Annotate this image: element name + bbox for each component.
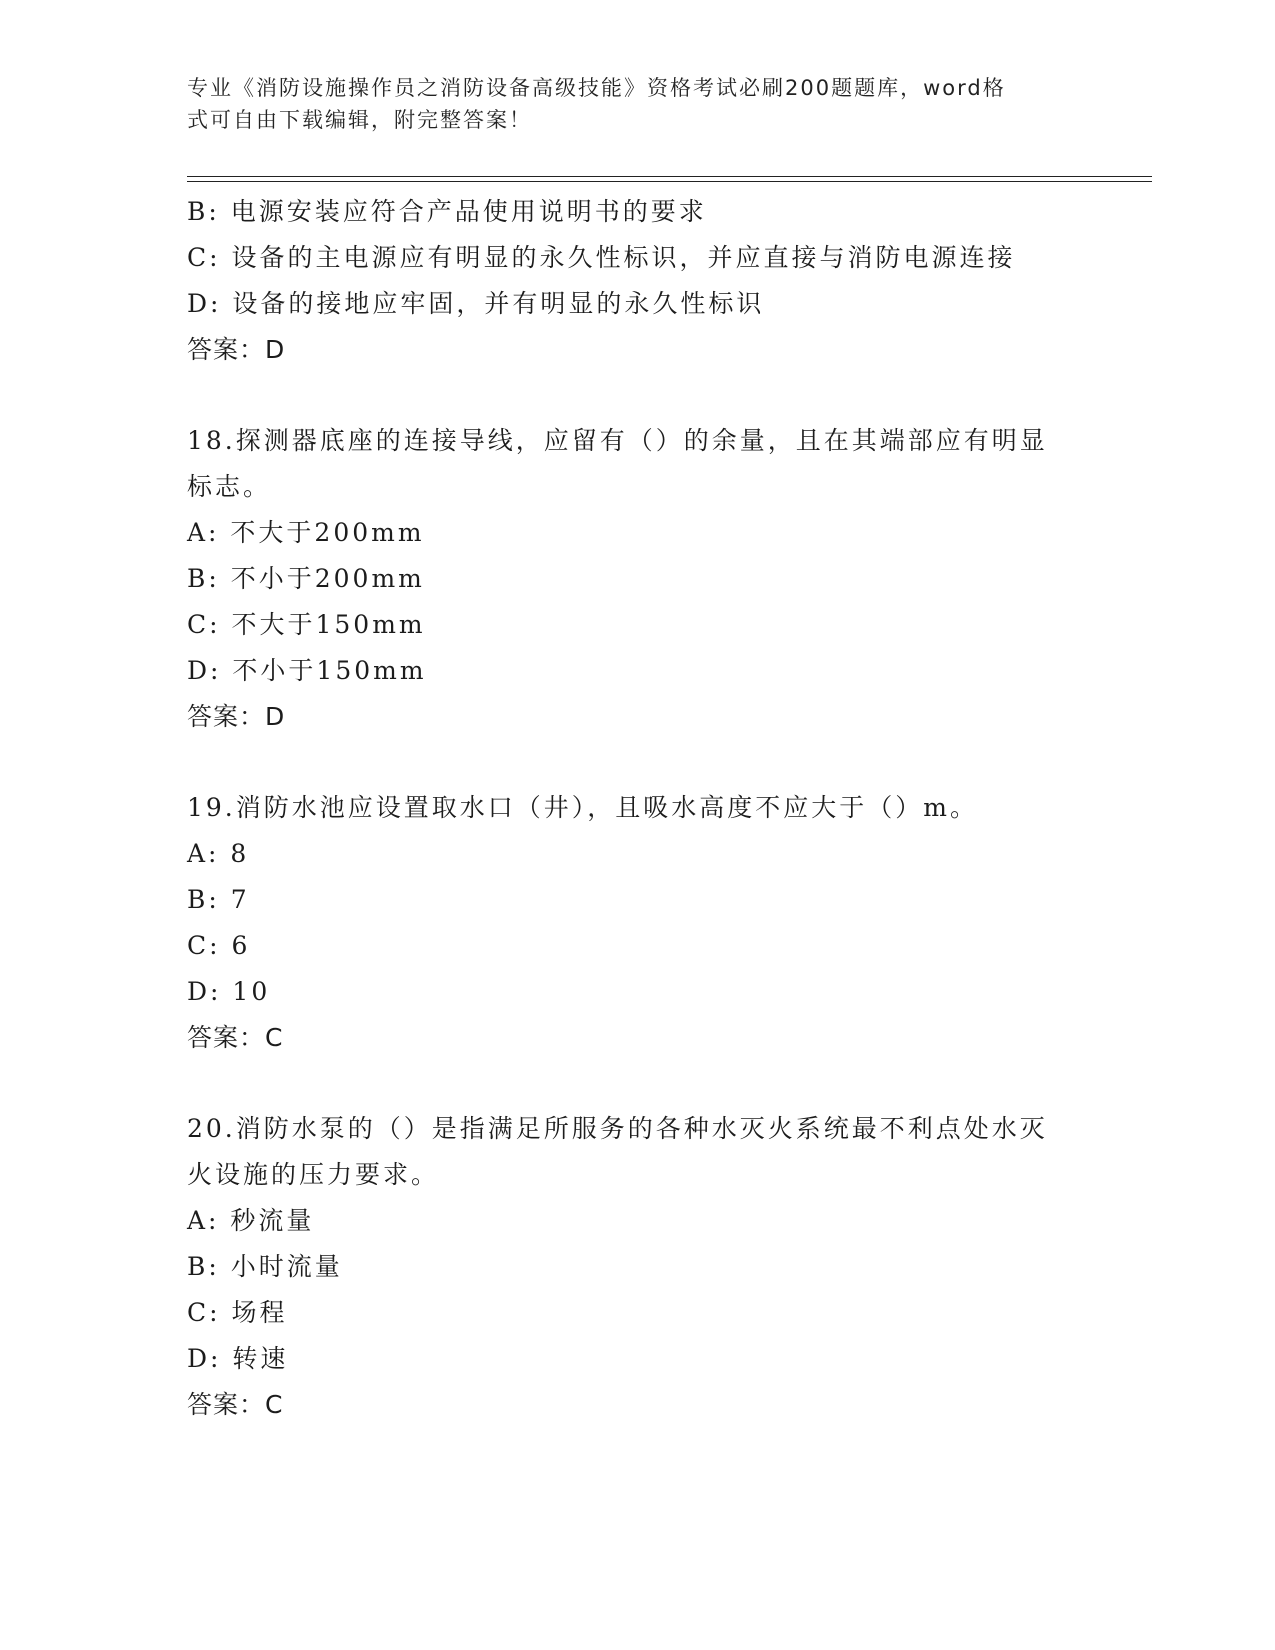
option-d: D: 不小于150mm bbox=[187, 656, 427, 685]
question-18 bbox=[187, 418, 1087, 740]
option-a: A: 不大于200mm bbox=[187, 518, 425, 547]
option-b: B: 7 bbox=[187, 885, 250, 914]
page-header bbox=[187, 72, 1067, 136]
question-19 bbox=[187, 785, 1087, 1061]
option-b: B: 电源安装应符合产品使用说明书的要求 bbox=[187, 197, 707, 226]
option-c: C: 场程 bbox=[187, 1298, 288, 1327]
option-c: C: 设备的主电源应有明显的永久性标识，并应直接与消防电源连接 bbox=[187, 243, 1016, 272]
question-stem-line-1: 20.消防水泵的（）是指满足所服务的各种水灭火系统最不利点处水灭 bbox=[187, 1114, 1048, 1143]
question-stem-line-2: 火设施的压力要求。 bbox=[187, 1160, 440, 1189]
option-c: C: 不大于150mm bbox=[187, 610, 426, 639]
option-d: D: 设备的接地应牢固，并有明显的永久性标识 bbox=[187, 289, 765, 318]
question-stem-line-2: 标志。 bbox=[187, 472, 272, 501]
header-divider-top bbox=[187, 176, 1152, 177]
question-list bbox=[187, 189, 1087, 1428]
spacer bbox=[187, 740, 1087, 785]
option-d: D: 转速 bbox=[187, 1344, 289, 1373]
option-a: A: 秒流量 bbox=[187, 1206, 315, 1235]
answer: 答案：D bbox=[187, 335, 286, 364]
answer: 答案：C bbox=[187, 1023, 284, 1052]
option-b: B: 不小于200mm bbox=[187, 564, 425, 593]
answer: 答案：C bbox=[187, 1390, 284, 1419]
answer: 答案：D bbox=[187, 702, 286, 731]
option-c: C: 6 bbox=[187, 931, 251, 960]
question-17 bbox=[187, 189, 1087, 373]
header-divider-bottom bbox=[187, 181, 1152, 182]
question-20 bbox=[187, 1106, 1087, 1428]
question-stem-line-1: 19.消防水池应设置取水口（井），且吸水高度不应大于（）m。 bbox=[187, 793, 978, 822]
spacer bbox=[187, 1061, 1087, 1106]
question-stem-line-1: 18.探测器底座的连接导线，应留有（）的余量，且在其端部应有明显 bbox=[187, 426, 1048, 455]
header-line-2: 式可自由下载编辑，附完整答案！ bbox=[187, 108, 532, 132]
option-a: A: 8 bbox=[187, 839, 250, 868]
spacer bbox=[187, 373, 1087, 418]
header-line-1: 专业《消防设施操作员之消防设备高级技能》资格考试必刷200题题库，word格 bbox=[187, 76, 1006, 100]
option-d: D: 10 bbox=[187, 977, 271, 1006]
option-b: B: 小时流量 bbox=[187, 1252, 343, 1281]
